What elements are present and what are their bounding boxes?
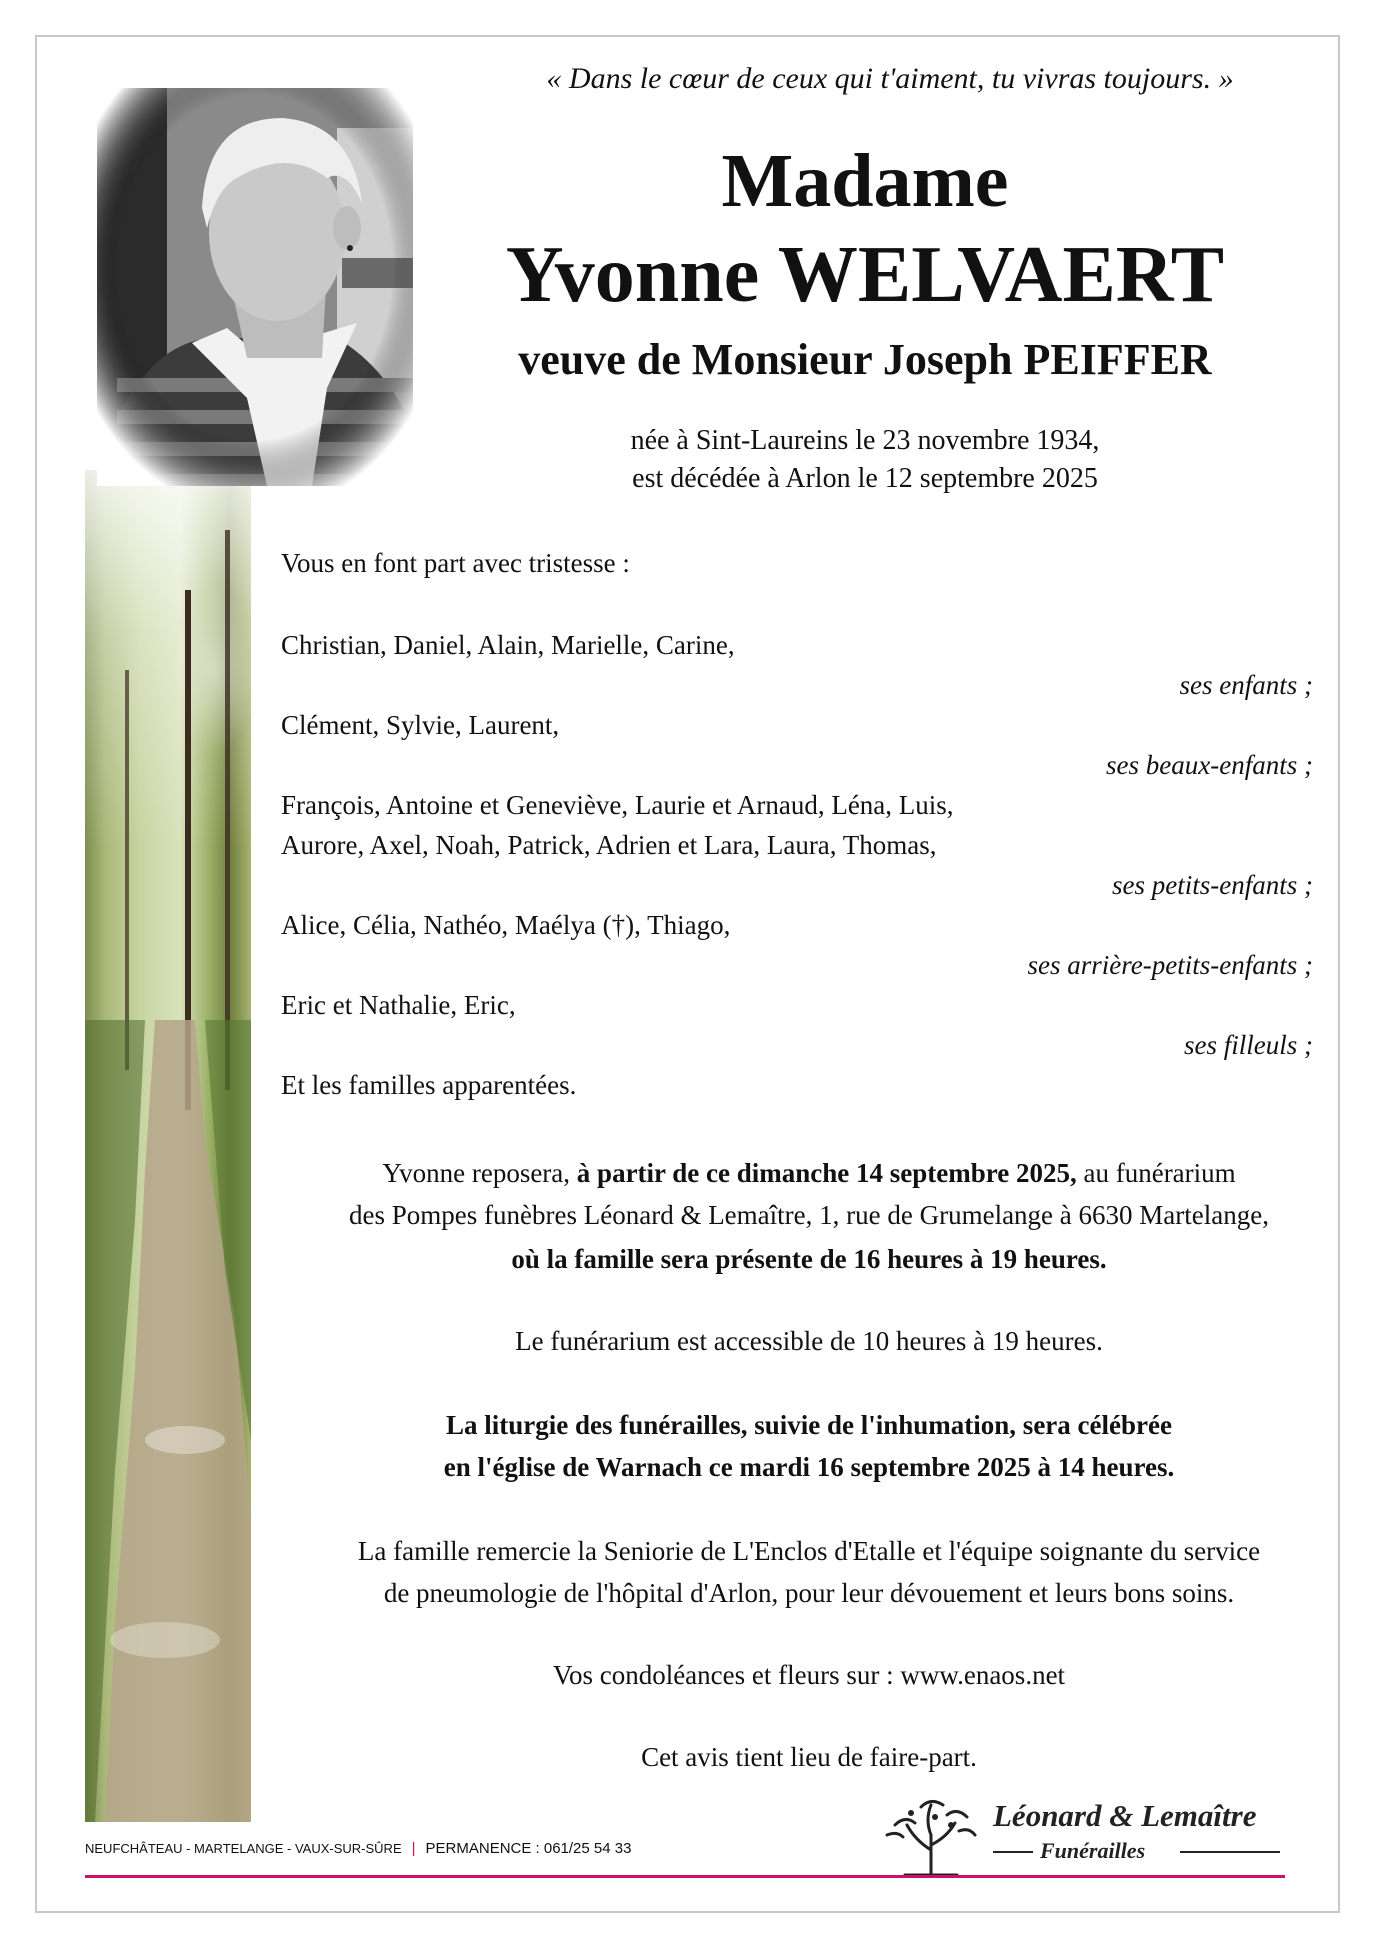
- birth-death-info: [450, 422, 1280, 498]
- forest-path-image: [85, 1020, 251, 1822]
- families-line: Et les familles apparentées.: [281, 1070, 577, 1100]
- visitation-line-3: où la famille sera présente de 16 heures à 19 heures.: [511, 1244, 1107, 1274]
- family-names: Christian, Daniel, Alain, Marielle, Carine,: [281, 630, 735, 660]
- family-names: François, Antoine et Geneviève, Laurie et Arnaud, Léna, Luis,: [281, 790, 954, 820]
- footer-permanence: PERMANENCE : 061/25 54 33: [425, 1840, 632, 1857]
- honorific-title: Madame: [721, 139, 1009, 223]
- widow-of-line: veuve de Monsieur Joseph PEIFFER: [518, 335, 1212, 384]
- footer-info: [85, 1840, 631, 1857]
- logo-subtitle: Funérailles: [1040, 1838, 1146, 1863]
- access-line: Le funérarium est accessible de 10 heures à 19 heures.: [515, 1326, 1103, 1356]
- visitation-line-2: des Pompes funèbres Léonard & Lemaître, 1, rue de Grumelange à 6630 Martelange,: [349, 1200, 1269, 1230]
- family-names: Aurore, Axel, Noah, Patrick, Adrien et Lara, Laura, Thomas,: [281, 830, 937, 860]
- visitation-date: à partir de ce dimanche 14 septembre 2025,: [576, 1158, 1077, 1188]
- visitation-text-end: au funérarium: [1076, 1158, 1236, 1188]
- family-role: ses enfants ;: [1179, 670, 1313, 700]
- family-names: Alice, Célia, Nathéo, Maélya (†), Thiago,: [281, 910, 731, 940]
- visitation-text: Yvonne reposera,: [382, 1158, 577, 1188]
- family-names: Eric et Nathalie, Eric,: [281, 990, 516, 1020]
- family-names: Clément, Sylvie, Laurent,: [281, 710, 560, 740]
- logo-rule-left: [993, 1851, 1033, 1853]
- notice-line: Cet avis tient lieu de faire-part.: [641, 1742, 977, 1772]
- family-role: ses filleuls ;: [1184, 1030, 1313, 1060]
- condolences-line: Vos condoléances et fleurs sur : www.enaos.net: [552, 1660, 1066, 1690]
- logo-name: Léonard & Lemaître: [993, 1798, 1257, 1833]
- deceased-name: Yvonne WELVAERT: [505, 231, 1225, 319]
- intro-line: Vous en font part avec tristesse :: [281, 548, 630, 578]
- family-role: ses arrière-petits-enfants ;: [1027, 950, 1313, 980]
- tree-logo-icon: [885, 1795, 977, 1877]
- visitation-line-1: [281, 1158, 1337, 1189]
- footer-locations: NEUFCHÂTEAU - MARTELANGE - VAUX-SUR-SÛRE: [85, 1841, 402, 1856]
- logo-rule-right: [1180, 1851, 1280, 1853]
- liturgy-line-2: en l'église de Warnach ce mardi 16 septembre 2025 à 14 heures.: [443, 1452, 1175, 1482]
- family-role: ses petits-enfants ;: [1112, 870, 1313, 900]
- footer-accent-line: [85, 1875, 1285, 1878]
- birth-line: née à Sint-Laureins le 23 novembre 1934,: [630, 425, 1100, 456]
- death-line: est décédée à Arlon le 12 septembre 2025: [632, 463, 1098, 494]
- thanks-line-1: La famille remercie la Seniorie de L'Enclos d'Etalle et l'équipe soignante du service: [357, 1536, 1261, 1566]
- thanks-line-2: de pneumologie de l'hôpital d'Arlon, pour leur dévouement et leurs bons soins.: [383, 1578, 1235, 1608]
- liturgy-line-1: La liturgie des funérailles, suivie de l'inhumation, sera célébrée: [446, 1410, 1172, 1440]
- portrait-photo: [97, 88, 413, 486]
- family-role: ses beaux-enfants ;: [1106, 750, 1313, 780]
- footer-separator: |: [411, 1840, 416, 1857]
- epitaph-quote: « Dans le cœur de ceux qui t'aiment, tu vivras toujours. »: [546, 62, 1234, 95]
